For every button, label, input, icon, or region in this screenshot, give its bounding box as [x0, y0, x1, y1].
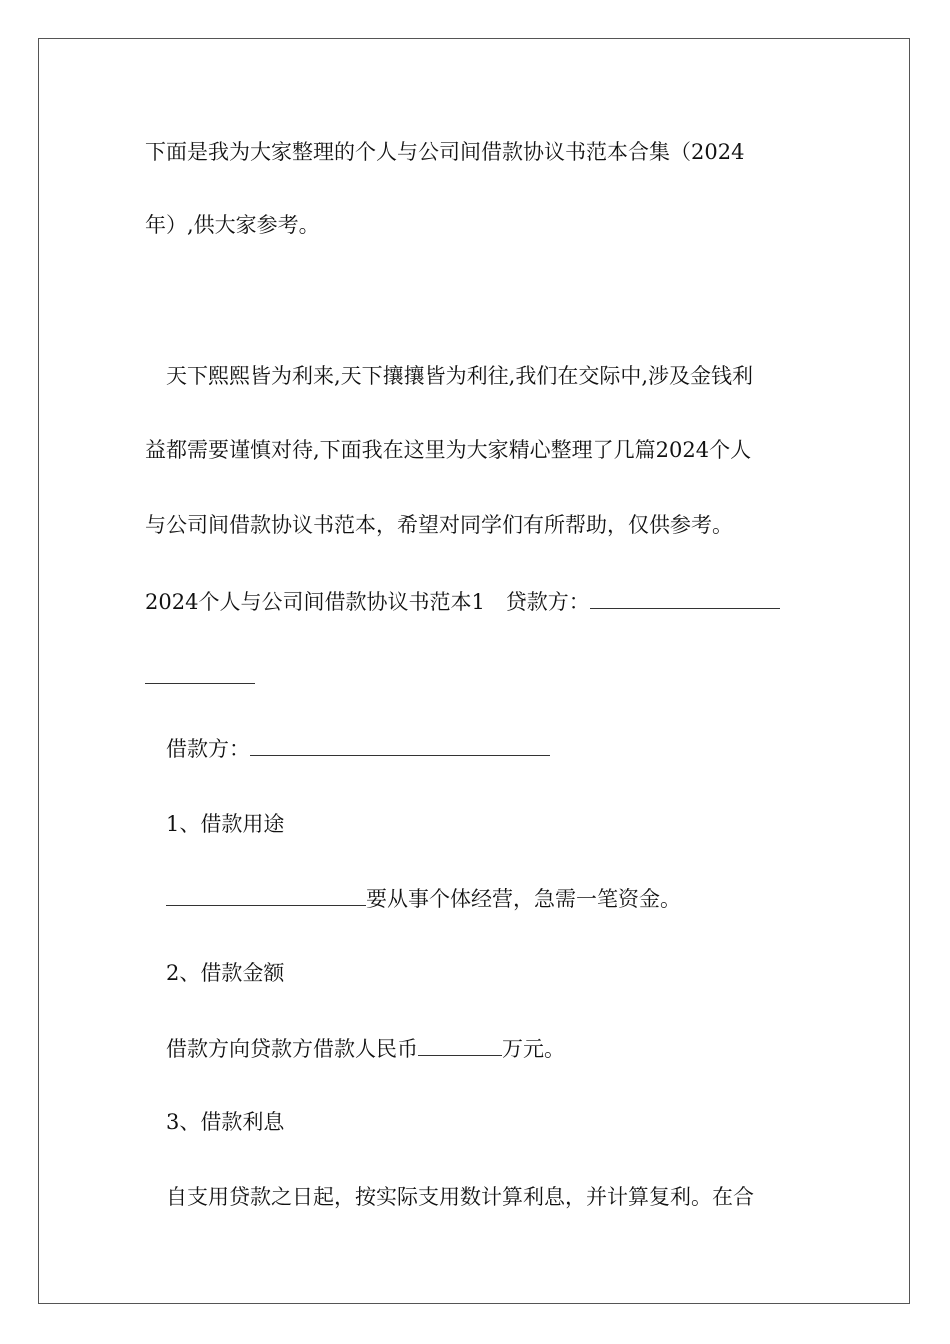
section-3-text: 自支用贷款之日起，按实际支用数计算利息，并计算复利。在合 [166, 1185, 754, 1209]
agreement-heading-line [145, 588, 780, 616]
section-2-text-before: 借款方向贷款方借款人民币 [166, 1037, 418, 1061]
section-2-text-after: 万元。 [502, 1037, 565, 1061]
section-2-text-line [166, 1035, 565, 1063]
amount-blank [418, 1035, 502, 1056]
preface-line-1: 天下熙熙皆为利来,天下攘攘皆为利往,我们在交际中,涉及金钱利 [166, 364, 754, 388]
lender-blank-continued [145, 663, 255, 684]
borrower-blank [250, 735, 550, 756]
borrower-line [166, 735, 550, 763]
lender-blank [590, 588, 780, 609]
section-3-title: 3、借款利息 [166, 1110, 285, 1134]
section-1-text: 要从事个体经营，急需一笔资金。 [366, 887, 681, 911]
purpose-blank [166, 885, 366, 906]
section-1-text-line [166, 885, 681, 913]
intro-line-2: 年）,供大家参考。 [145, 213, 320, 237]
section-2-title: 2、借款金额 [166, 961, 285, 985]
preface-line-2: 益都需要谨慎对待,下面我在这里为大家精心整理了几篇2024个人 [145, 438, 752, 462]
intro-line-1: 下面是我为大家整理的个人与公司间借款协议书范本合集（2024 [145, 140, 745, 164]
borrower-label: 借款方： [166, 737, 250, 761]
preface-line-3: 与公司间借款协议书范本，希望对同学们有所帮助，仅供参考。 [145, 513, 733, 537]
agreement-heading-lender-label: 2024个人与公司间借款协议书范本1 贷款方： [145, 590, 590, 614]
section-1-title: 1、借款用途 [166, 812, 285, 836]
